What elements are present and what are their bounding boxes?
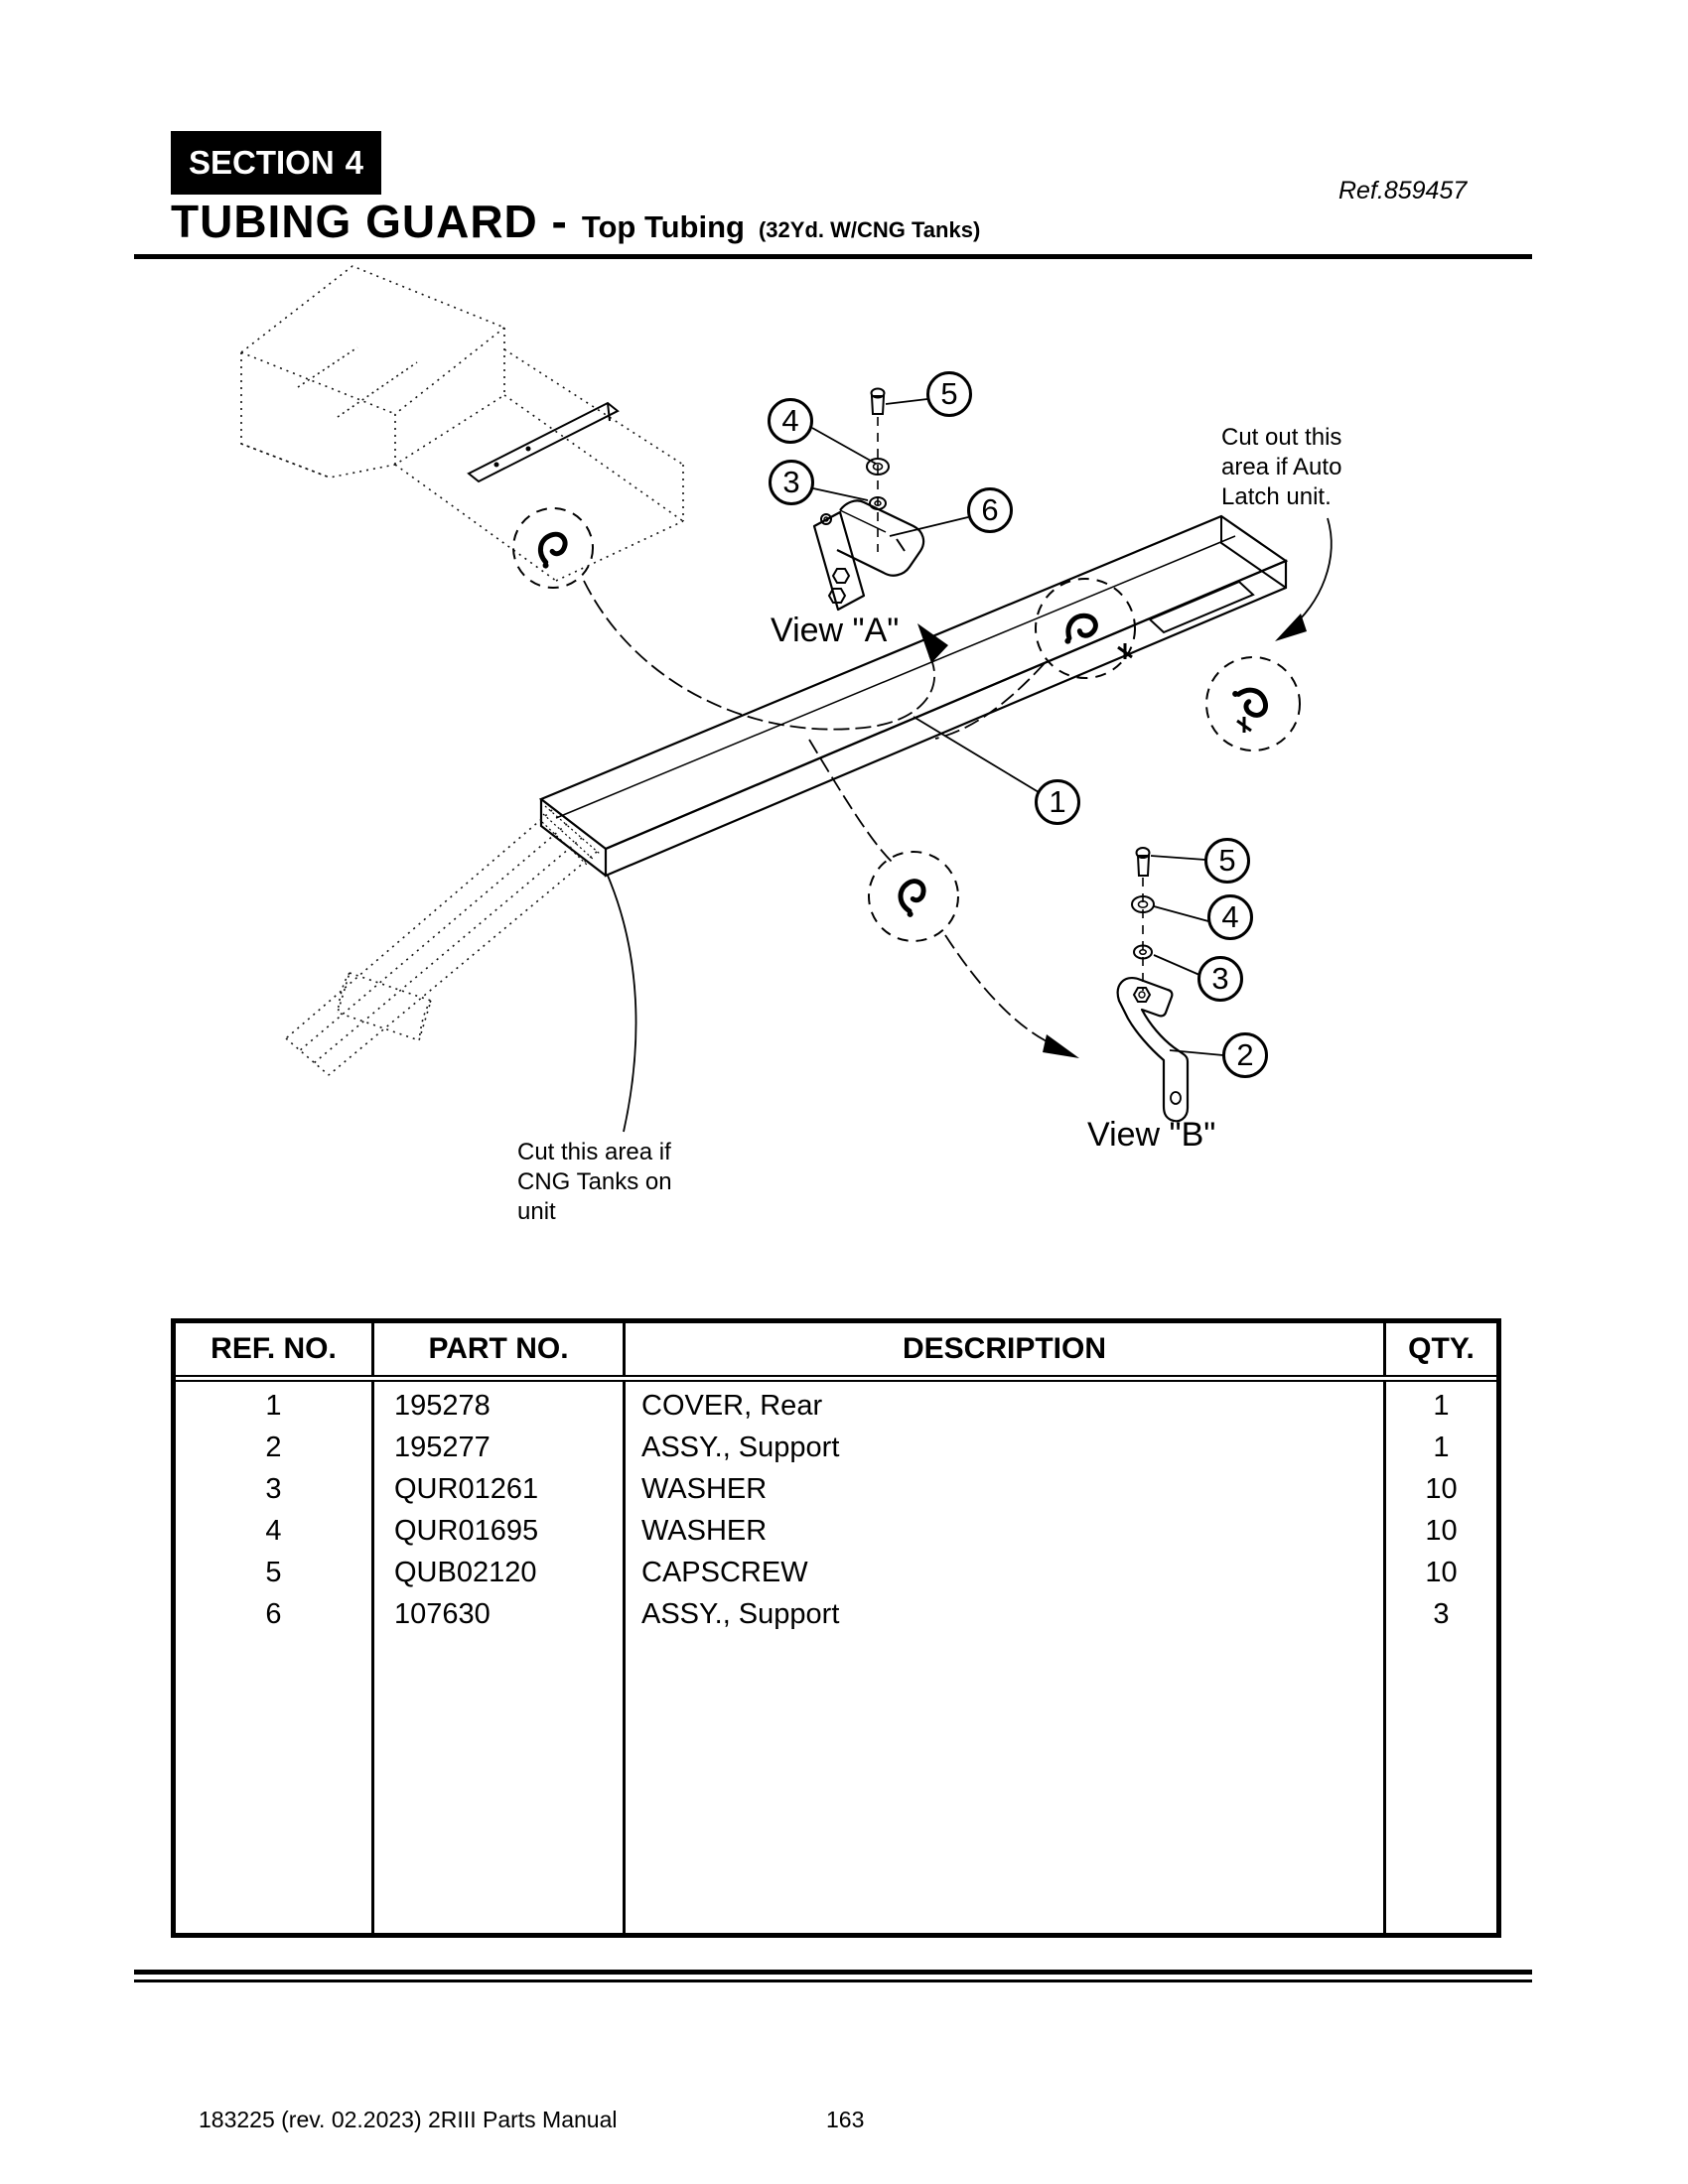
table-cell: 5 [265,1557,282,1588]
callout-4-view-a [768,398,813,444]
table-cell: 2 [265,1432,282,1463]
note-line: Latch unit. [1221,483,1332,510]
callout-number: 6 [981,492,999,527]
reference-number: Ref.859457 [1338,177,1468,205]
installed-guard-sketch [469,403,618,481]
section-badge [171,131,381,195]
table-cell: 10 [1425,1515,1458,1547]
title-note: (32Yd. W/CNG Tanks) [758,217,981,242]
cover-beam-drawing [541,516,1286,876]
callout-1-cover [1035,779,1080,825]
section-number: 4 [345,144,363,181]
header-description: DESCRIPTION [626,1323,1386,1375]
callout-5-view-b [1204,838,1250,884]
note-cng-tanks [517,1138,672,1227]
callout-number: 1 [1049,784,1066,819]
header-qty: QTY. [1408,1332,1475,1365]
note-line: CNG Tanks on [517,1168,672,1195]
footer-page-number: 163 [826,2107,865,2132]
callout-3-view-a [769,460,814,505]
table-cell: 3 [265,1473,282,1505]
callout-number: 5 [1218,843,1236,878]
note-line: unit [517,1198,556,1225]
table-cell: 1 [1433,1432,1450,1463]
callout-number: 2 [1236,1037,1254,1072]
callout-number: 4 [781,403,799,438]
table-cell: 107630 [394,1598,491,1630]
note-line: Cut out this [1221,424,1342,451]
header-rule [134,254,1532,259]
callout-2-view-b [1222,1032,1268,1078]
table-cell: COVER, Rear [641,1390,823,1422]
table-cell: 4 [265,1515,282,1547]
arrow-to-cutout [1275,614,1307,641]
column-description [626,1382,1386,1933]
callout-number: 3 [1211,961,1229,996]
table-cell: ASSY., Support [641,1432,840,1463]
callout-number: 4 [1221,899,1239,934]
section-word: SECTION [189,144,335,181]
arrow-to-view-b [1043,1034,1079,1058]
table-cell: QUR01695 [394,1515,539,1547]
tube-bundle-sketch [286,810,597,1075]
title-main: TUBING GUARD - [171,196,568,247]
table-cell: 3 [1433,1598,1450,1630]
view-a-label: View "A" [771,612,900,649]
callout-number: 3 [782,465,800,499]
truck-body-sketch [241,266,683,581]
table-cell: ASSY., Support [641,1598,840,1630]
table-cell: 195278 [394,1390,491,1422]
table-cell: QUR01261 [394,1473,539,1505]
table-cell: CAPSCREW [641,1557,808,1588]
table-body [176,1382,1496,1933]
footer-rule [134,1970,1532,1982]
header-ref-no: REF. NO. [176,1323,374,1375]
callout-4-view-b [1207,894,1253,940]
callout-5-view-a [926,371,972,417]
table-cell: 1 [1433,1390,1450,1422]
table-cell: WASHER [641,1473,768,1505]
detail-circles [513,508,1300,941]
callout-3-view-b [1197,956,1243,1002]
footer-document-info: 183225 (rev. 02.2023) 2RIII Parts Manual [199,2107,618,2132]
page-title [171,195,1263,248]
parts-table [171,1318,1501,1938]
note-line: area if Auto [1221,454,1342,480]
column-ref-no [176,1382,374,1933]
table-cell: 195277 [394,1432,491,1463]
table-cell: 10 [1425,1557,1458,1588]
view-a-assembly [814,389,923,611]
note-auto-latch [1221,423,1341,512]
table-cell: QUB02120 [394,1557,537,1588]
latch-hook-details [535,532,1267,918]
callout-6-view-a [967,487,1013,533]
flow-arrows [584,518,1332,1132]
table-cell: 1 [265,1390,282,1422]
parts-diagram [0,263,1688,1315]
column-qty [1386,1382,1496,1933]
view-b-label: View "B" [1087,1116,1216,1154]
note-line: Cut this area if [517,1139,671,1165]
table-cell: WASHER [641,1515,768,1547]
table-header-row [176,1323,1496,1382]
title-subtitle: Top Tubing [581,209,745,244]
header-part-no: PART NO. [374,1323,626,1375]
table-cell: 6 [265,1598,282,1630]
callout-number: 5 [940,376,958,411]
column-part-no [374,1382,626,1933]
view-b-assembly [1118,848,1188,1121]
table-cell: 10 [1425,1473,1458,1505]
